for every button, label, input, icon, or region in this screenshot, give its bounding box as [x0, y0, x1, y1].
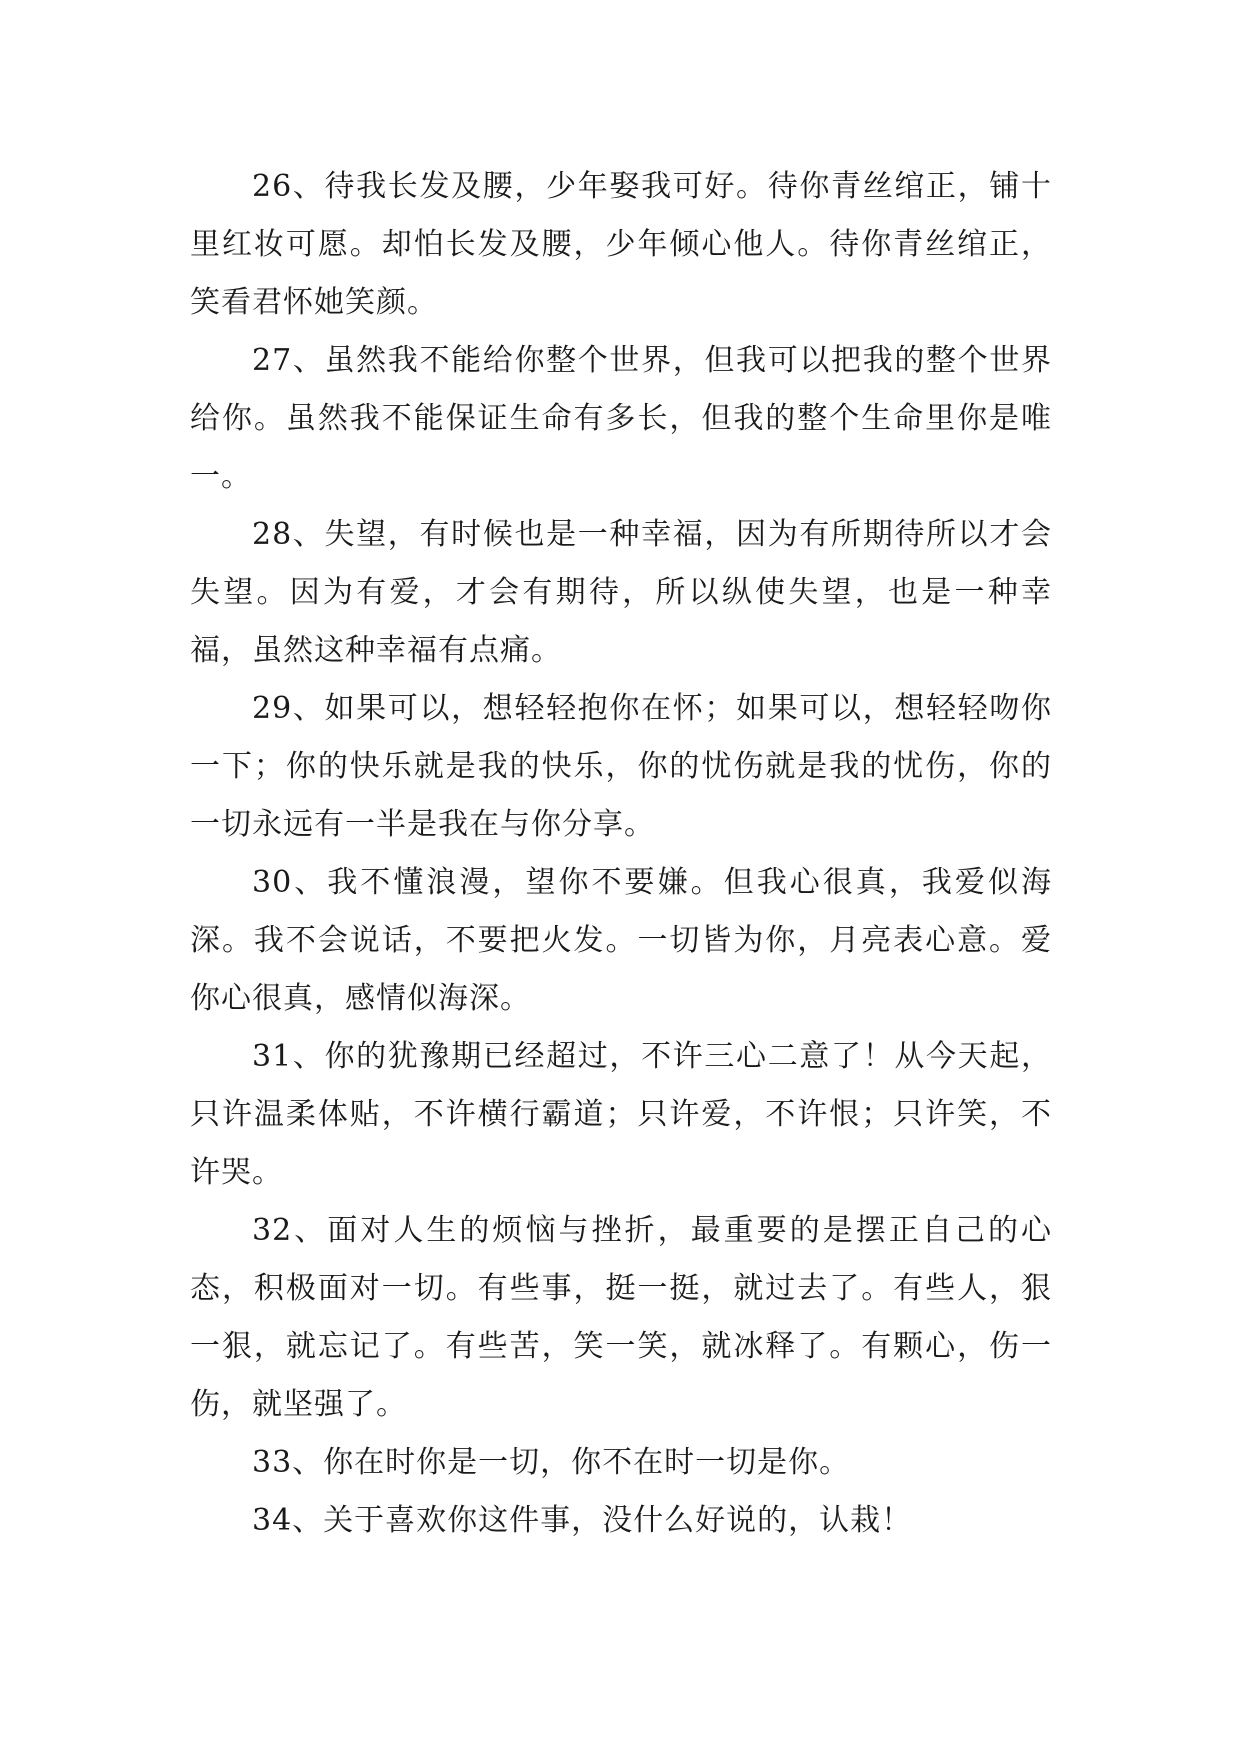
paragraph-28: 28、失望，有时候也是一种幸福，因为有所期待所以才会失望。因为有爱，才会有期待，所以纵使失望，也是一种幸福，虽然这种幸福有点痛。	[190, 517, 1052, 668]
paragraph-32: 32、面对人生的烦恼与挫折，最重要的是摆正自己的心态，积极面对一切。有些事，挺一挺，就过去了。有些人，狠一狠，就忘记了。有些苦，笑一笑，就冰释了。有颗心，伤一伤，就坚强了。	[190, 1213, 1052, 1422]
paragraph-30: 30、我不懂浪漫，望你不要嫌。但我心很真，我爱似海深。我不会说话，不要把火发。一切皆为你，月亮表心意。爱你心很真，感情似海深。	[190, 865, 1052, 1016]
paragraph-27: 27、虽然我不能给你整个世界，但我可以把我的整个世界给你。虽然我不能保证生命有多长，但我的整个生命里你是唯一。	[190, 343, 1052, 494]
paragraph-26: 26、待我长发及腰，少年娶我可好。待你青丝绾正，铺十里红妆可愿。却怕长发及腰，少年倾心他人。待你青丝绾正，笑看君怀她笑颜。	[190, 169, 1052, 320]
document-body	[190, 158, 1052, 1550]
paragraph-29: 29、如果可以，想轻轻抱你在怀；如果可以，想轻轻吻你一下；你的快乐就是我的快乐，你的忧伤就是我的忧伤，你的一切永远有一半是我在与你分享。	[190, 691, 1052, 842]
paragraph-34: 34、关于喜欢你这件事，没什么好说的，认栽！	[252, 1503, 913, 1538]
paragraph-31: 31、你的犹豫期已经超过，不许三心二意了！从今天起，只许温柔体贴，不许横行霸道；只许爱，不许恨；只许笑，不许哭。	[190, 1039, 1052, 1190]
paragraph-33: 33、你在时你是一切，你不在时一切是你。	[252, 1445, 851, 1480]
